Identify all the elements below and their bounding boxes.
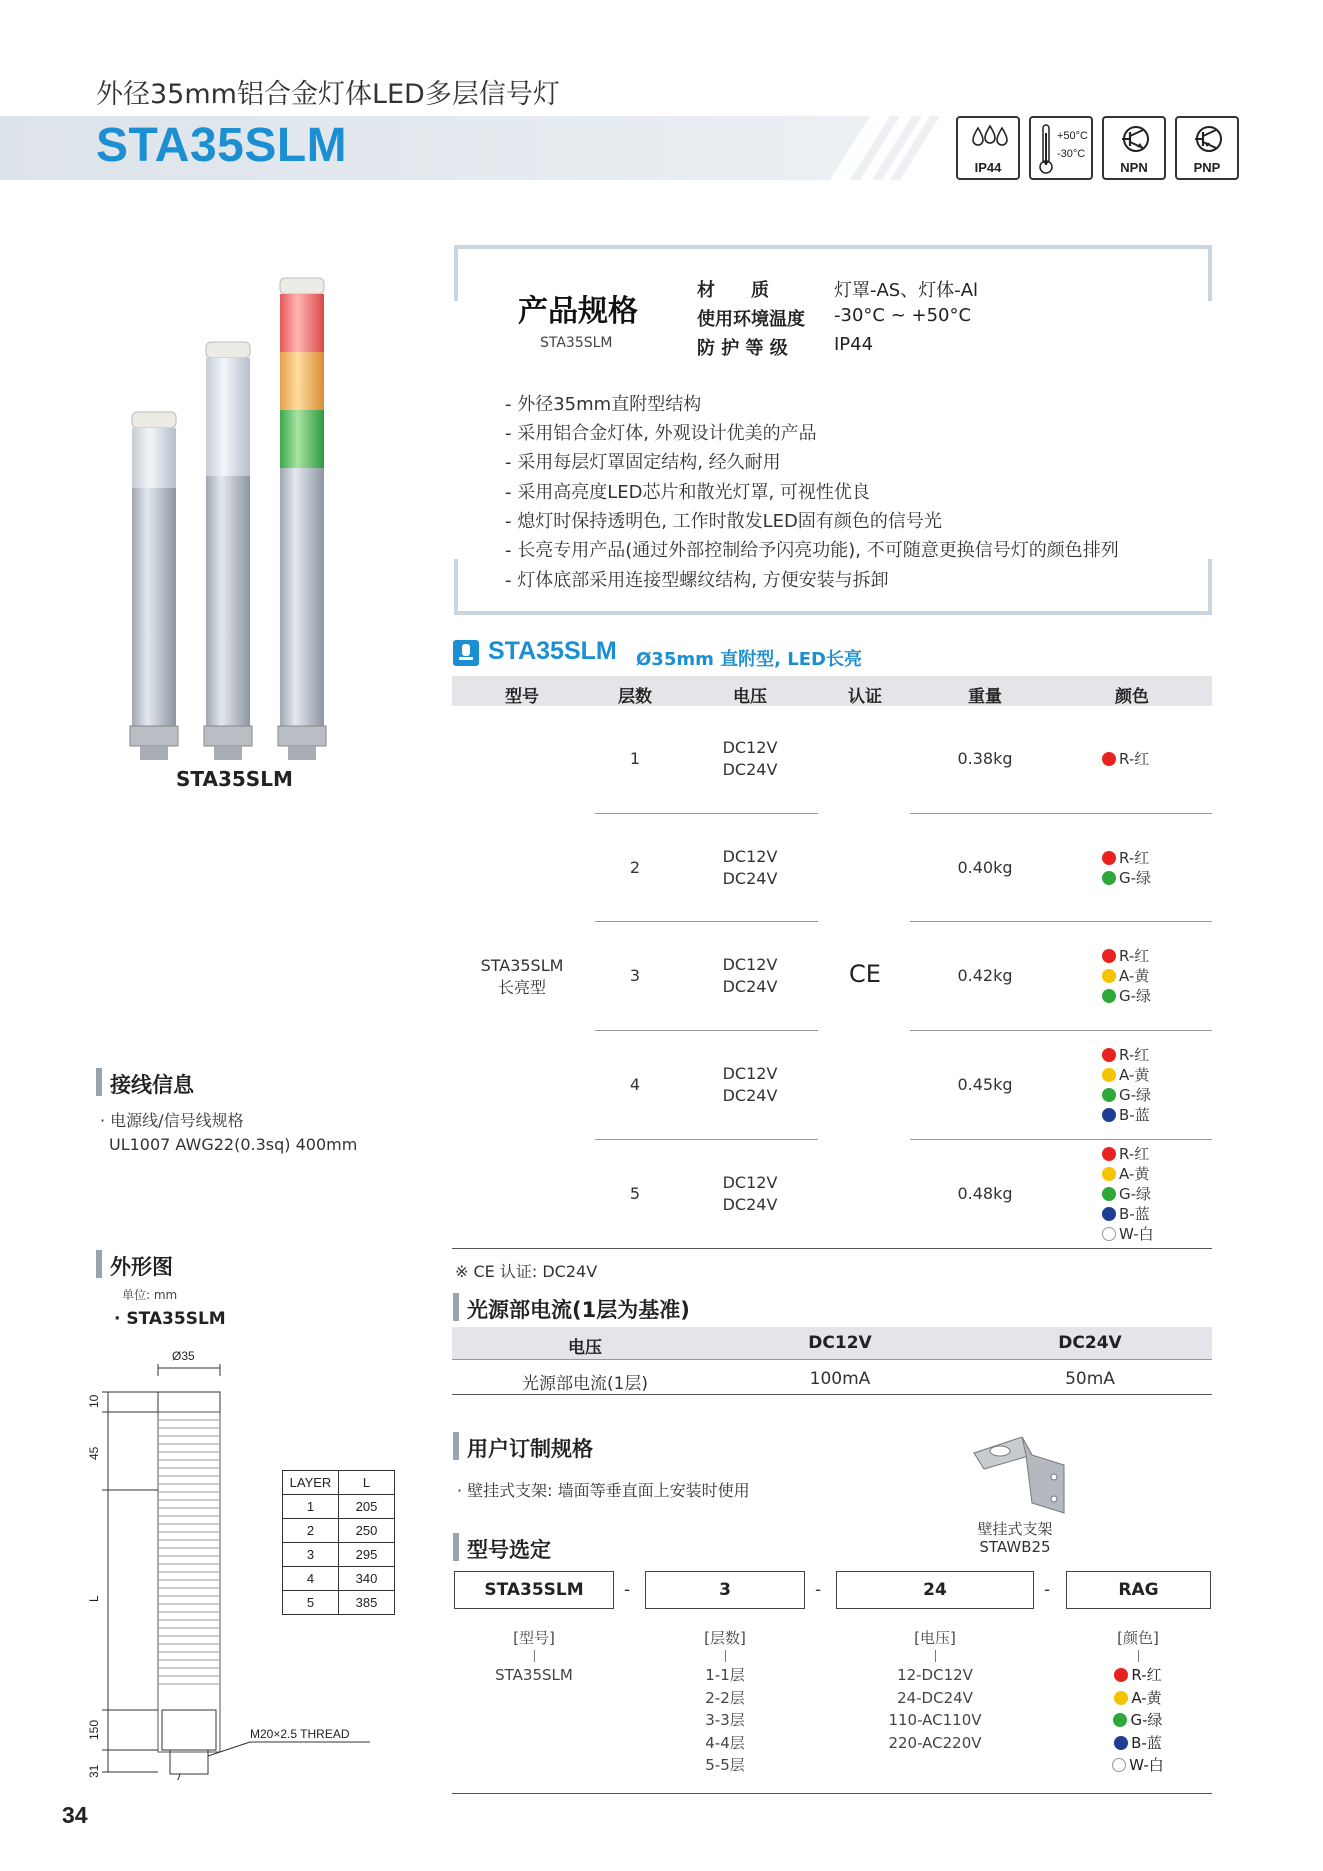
th-layers: 层数 xyxy=(618,687,652,707)
color-dot-icon xyxy=(1102,1207,1116,1221)
voltage-cell: DC12V xyxy=(722,738,778,757)
color-item xyxy=(1102,1065,1149,1085)
order-col-item xyxy=(655,1687,795,1710)
order-col-head: [颜色] xyxy=(1117,1629,1159,1647)
feature-item: - 长亮专用产品(通过外部控制给予闪亮功能), 不可随意更换信号灯的颜色排列 xyxy=(505,540,1119,561)
feature-item: - 采用高亮度LED芯片和散光灯罩, 可视性优良 xyxy=(505,482,870,503)
spec-key-protection: 防 护 等 级 xyxy=(697,338,788,359)
order-item-label: 5-5层 xyxy=(705,1756,745,1774)
order-item-label: A-黄 xyxy=(1131,1688,1162,1707)
outline-title: 外形图 xyxy=(110,1255,173,1279)
color-dot-icon xyxy=(1113,1713,1127,1727)
page-title: STA35SLM xyxy=(96,119,348,172)
order-dash: - xyxy=(815,1580,822,1600)
spec-title: 产品规格 xyxy=(518,294,638,329)
color-dot-icon xyxy=(1102,871,1116,885)
custom-title: 用户订制规格 xyxy=(467,1437,593,1461)
order-item-label: G-绿 xyxy=(1130,1711,1163,1729)
current-th-voltage: 电压 xyxy=(568,1338,602,1358)
wall-bracket-image xyxy=(968,1425,1068,1515)
weight-cell: 0.40kg xyxy=(957,858,1013,877)
length-cell: 295 xyxy=(339,1543,395,1567)
color-dot-icon xyxy=(1102,1068,1116,1082)
color-item xyxy=(1102,986,1151,1006)
layer-cell: 3 xyxy=(283,1543,339,1567)
outline-model: · STA35SLM xyxy=(114,1309,226,1329)
layers-cell: 2 xyxy=(629,858,641,877)
page-number: 34 xyxy=(62,1802,88,1828)
order-item-label: 2-2层 xyxy=(705,1688,745,1707)
ip44-badge: IP44 xyxy=(956,116,1020,180)
weight-cell: 0.42kg xyxy=(957,966,1013,985)
color-label: W-白 xyxy=(1119,1225,1154,1243)
color-dot-icon xyxy=(1114,1691,1128,1705)
voltage-cell: DC12V xyxy=(722,1173,778,1192)
bracket-label: 壁挂式支架 xyxy=(977,1520,1053,1538)
product-photo xyxy=(120,270,350,760)
order-item-label: R-红 xyxy=(1131,1666,1162,1684)
layers-cell: 4 xyxy=(629,1075,641,1094)
color-label: B-蓝 xyxy=(1119,1106,1150,1124)
color-label: G-绿 xyxy=(1119,869,1152,887)
feature-item: - 灯体底部采用连接型螺纹结构, 方便安装与拆卸 xyxy=(505,570,889,591)
band-stripes-decoration xyxy=(810,116,960,180)
lamp-icon xyxy=(453,640,479,666)
spec-val-temperature: -30°C ~ +50°C xyxy=(834,305,972,326)
color-item xyxy=(1102,1224,1154,1244)
row-divider xyxy=(595,1139,818,1140)
section-bar xyxy=(453,1432,459,1460)
row-divider xyxy=(595,813,818,814)
thermometer-icon xyxy=(1039,123,1053,175)
wiring-line1: · 电源线/信号线规格 xyxy=(100,1111,244,1130)
order-item-label: 1-1层 xyxy=(705,1666,745,1684)
order-col-item xyxy=(464,1664,604,1687)
order-box-color: RAG xyxy=(1066,1571,1211,1609)
order-col-item xyxy=(865,1709,1005,1732)
color-label: R-红 xyxy=(1119,1046,1150,1064)
order-title: 型号选定 xyxy=(467,1538,551,1562)
color-label: R-红 xyxy=(1119,1145,1150,1163)
order-item-label: 220-AC220V xyxy=(888,1733,982,1752)
voltage-cell: DC24V xyxy=(722,760,778,779)
color-dot-icon xyxy=(1102,1108,1116,1122)
color-dot-icon xyxy=(1112,1758,1126,1772)
current-dc24-value: 50mA xyxy=(1065,1369,1115,1389)
th-cert: 认证 xyxy=(848,687,882,707)
order-col-tick xyxy=(935,1650,936,1662)
npn-transistor-icon xyxy=(1116,124,1156,156)
voltage-cell: DC24V xyxy=(722,1195,778,1214)
color-item xyxy=(1102,1105,1150,1125)
color-dot-icon xyxy=(1102,1048,1116,1062)
order-col-item xyxy=(655,1754,795,1777)
color-label: A-黄 xyxy=(1119,1165,1150,1183)
spec-key-temperature: 使用环境温度 xyxy=(697,309,805,330)
voltage-cell: DC12V xyxy=(722,955,778,974)
dim-diameter: Ø35 xyxy=(172,1349,195,1363)
order-col-tick xyxy=(534,1650,535,1662)
order-col-item xyxy=(1068,1754,1208,1777)
color-item xyxy=(1102,1085,1151,1105)
color-item xyxy=(1102,946,1149,966)
dim-top: 10 xyxy=(87,1394,101,1408)
current-divider xyxy=(452,1359,1212,1360)
length-cell: 250 xyxy=(339,1519,395,1543)
order-item-label: B-蓝 xyxy=(1131,1733,1162,1752)
color-item xyxy=(1102,1184,1151,1204)
dim-thread: M20×2.5 THREAD xyxy=(250,1727,350,1741)
color-dot-icon xyxy=(1102,1187,1116,1201)
wiring-title: 接线信息 xyxy=(110,1073,194,1097)
color-item xyxy=(1102,1144,1149,1164)
wiring-line2: UL1007 AWG22(0.3sq) 400mm xyxy=(109,1135,358,1154)
color-label: A-黄 xyxy=(1119,1066,1150,1084)
page-subtitle: 外径35mm铝合金灯体LED多层信号灯 xyxy=(96,79,560,110)
layers-cell: 5 xyxy=(629,1184,641,1203)
dim-layer: 45 xyxy=(87,1446,101,1460)
current-title: 光源部电流(1层为基准) xyxy=(467,1298,690,1322)
layer-cell: 4 xyxy=(283,1567,339,1591)
order-dash: - xyxy=(624,1580,631,1600)
row-divider xyxy=(595,921,818,922)
section-bar xyxy=(96,1250,102,1278)
water-drops-icon xyxy=(970,124,1010,154)
table-title: STA35SLM xyxy=(488,637,617,665)
color-item xyxy=(1102,749,1149,769)
pnp-badge: PNP xyxy=(1175,116,1239,180)
th-voltage: 电压 xyxy=(733,687,767,707)
voltage-cell: DC24V xyxy=(722,869,778,888)
order-col-item xyxy=(865,1664,1005,1687)
color-dot-icon xyxy=(1102,949,1116,963)
order-col-head: [电压] xyxy=(914,1629,956,1647)
color-item xyxy=(1102,868,1151,888)
row-divider xyxy=(595,1030,818,1031)
order-item-label: 24-DC24V xyxy=(897,1688,973,1707)
th-color: 颜色 xyxy=(1115,687,1149,707)
voltage-cell: DC12V xyxy=(722,1064,778,1083)
order-col-item xyxy=(865,1732,1005,1755)
weight-cell: 0.48kg xyxy=(957,1184,1013,1203)
spec-val-protection: IP44 xyxy=(834,334,874,355)
order-col-head: [层数] xyxy=(704,1629,746,1647)
order-box-model: STA35SLM xyxy=(454,1571,614,1609)
dim-thread-height: 31 xyxy=(87,1764,101,1778)
color-item xyxy=(1102,1164,1149,1184)
current-row-label: 光源部电流(1层) xyxy=(521,1374,649,1394)
order-item-label: STA35SLM xyxy=(495,1666,573,1684)
color-dot-icon xyxy=(1114,1668,1128,1682)
order-col-head: [型号] xyxy=(513,1629,555,1647)
feature-item: - 熄灯时保持透明色, 工作时散发LED固有颜色的信号光 xyxy=(505,511,942,532)
custom-line: · 壁挂式支架: 墙面等垂直面上安装时使用 xyxy=(457,1481,750,1500)
color-label: B-蓝 xyxy=(1119,1205,1150,1223)
color-dot-icon xyxy=(1114,1736,1128,1750)
color-dot-icon xyxy=(1102,1147,1116,1161)
row-divider xyxy=(910,1139,1212,1140)
table-subtitle: Ø35mm 直附型, LED长亮 xyxy=(636,649,862,670)
feature-item: - 外径35mm直附型结构 xyxy=(505,394,702,415)
layers-cell: 3 xyxy=(629,966,641,985)
section-bar xyxy=(453,1293,459,1321)
voltage-cell: DC12V xyxy=(722,847,778,866)
color-label: R-红 xyxy=(1119,849,1150,867)
spec-model: STA35SLM xyxy=(540,335,613,351)
color-item xyxy=(1102,1045,1149,1065)
table-bottom-line xyxy=(452,1248,1212,1249)
layer-th: LAYER xyxy=(283,1471,339,1495)
color-label: G-绿 xyxy=(1119,1086,1152,1104)
model-cell: STA35SLM xyxy=(480,956,564,975)
order-box-voltage: 24 xyxy=(836,1571,1034,1609)
dim-length: L xyxy=(87,1595,101,1602)
current-th-dc12: DC12V xyxy=(808,1333,872,1353)
pnp-transistor-icon xyxy=(1189,124,1229,156)
order-col-item xyxy=(1068,1709,1208,1732)
order-item-label: 3-3层 xyxy=(705,1711,745,1729)
order-item-label: 12-DC12V xyxy=(897,1666,973,1684)
length-cell: 205 xyxy=(339,1495,395,1519)
spec-key-material: 材 质 xyxy=(697,280,769,301)
current-th-dc24: DC24V xyxy=(1058,1333,1122,1353)
current-dc12-value: 100mA xyxy=(809,1369,871,1389)
color-label: G-绿 xyxy=(1119,1185,1152,1203)
section-bar xyxy=(96,1068,102,1096)
feature-item: - 采用每层灯罩固定结构, 经久耐用 xyxy=(505,452,781,473)
dim-base: 150 xyxy=(87,1719,101,1740)
model-type-cell: 长亮型 xyxy=(497,978,546,997)
order-item-label: 4-4层 xyxy=(705,1733,745,1752)
color-dot-icon xyxy=(1102,989,1116,1003)
photo-caption: STA35SLM xyxy=(176,767,293,791)
layer-length-table xyxy=(282,1470,395,1615)
ce-note: ※ CE 认证: DC24V xyxy=(455,1262,598,1281)
order-bottom-line xyxy=(452,1793,1212,1794)
color-dot-icon xyxy=(1102,851,1116,865)
layer-cell: 2 xyxy=(283,1519,339,1543)
feature-item: - 采用铝合金灯体, 外观设计优美的产品 xyxy=(505,423,817,444)
npn-badge: NPN xyxy=(1102,116,1166,180)
temperature-badge: +50°C -30°C xyxy=(1029,116,1093,180)
color-dot-icon xyxy=(1102,752,1116,766)
spec-val-material: 灯罩-AS、灯体-Al xyxy=(834,280,979,301)
voltage-cell: DC24V xyxy=(722,977,778,996)
order-col-item xyxy=(655,1732,795,1755)
order-col-item xyxy=(865,1687,1005,1710)
th-model: 型号 xyxy=(505,687,539,707)
layers-cell: 1 xyxy=(629,749,641,768)
outline-unit: 单位: mm xyxy=(122,1288,178,1302)
th-weight: 重量 xyxy=(968,687,1002,707)
color-label: R-红 xyxy=(1119,750,1150,768)
order-col-item xyxy=(1068,1687,1208,1710)
length-cell: 385 xyxy=(339,1591,395,1615)
color-dot-icon xyxy=(1102,1227,1116,1241)
layer-cell: 1 xyxy=(283,1495,339,1519)
weight-cell: 0.38kg xyxy=(957,749,1013,768)
order-box-layers: 3 xyxy=(645,1571,805,1609)
ce-mark: CE xyxy=(849,960,881,988)
row-divider xyxy=(910,813,1212,814)
order-dash: - xyxy=(1044,1580,1051,1600)
length-th: L xyxy=(339,1471,395,1495)
color-dot-icon xyxy=(1102,1088,1116,1102)
order-item-label: W-白 xyxy=(1129,1756,1164,1774)
weight-cell: 0.45kg xyxy=(957,1075,1013,1094)
color-item xyxy=(1102,1204,1150,1224)
order-col-tick xyxy=(725,1650,726,1662)
order-col-item xyxy=(1068,1732,1208,1755)
color-item xyxy=(1102,848,1149,868)
order-col-item xyxy=(1068,1664,1208,1687)
bracket-model: STAWB25 xyxy=(979,1538,1051,1556)
order-item-label: 110-AC110V xyxy=(888,1711,982,1729)
color-label: A-黄 xyxy=(1119,967,1150,985)
row-divider xyxy=(910,921,1212,922)
order-col-tick xyxy=(1138,1650,1139,1662)
voltage-cell: DC24V xyxy=(722,1086,778,1105)
current-bottom-line xyxy=(452,1394,1212,1395)
color-label: R-红 xyxy=(1119,947,1150,965)
layer-cell: 5 xyxy=(283,1591,339,1615)
color-item xyxy=(1102,966,1149,986)
color-dot-icon xyxy=(1102,969,1116,983)
color-label: G-绿 xyxy=(1119,987,1152,1005)
order-col-item xyxy=(655,1709,795,1732)
row-divider xyxy=(910,1030,1212,1031)
order-col-item xyxy=(655,1664,795,1687)
color-dot-icon xyxy=(1102,1167,1116,1181)
section-bar xyxy=(453,1533,459,1561)
length-cell: 340 xyxy=(339,1567,395,1591)
